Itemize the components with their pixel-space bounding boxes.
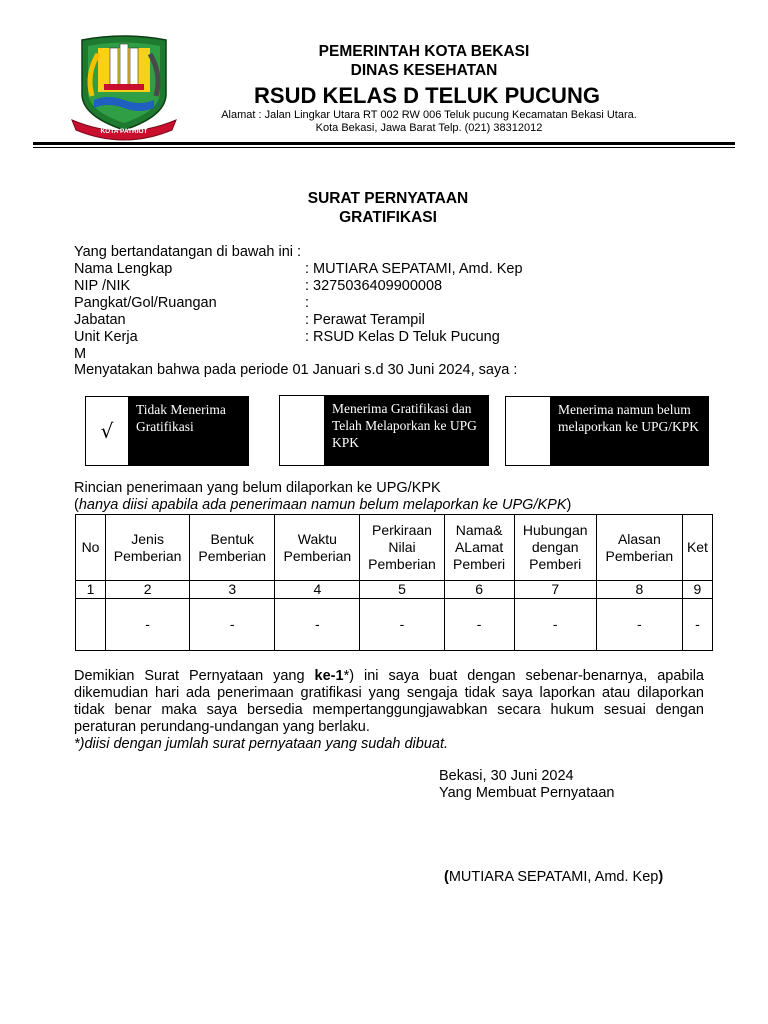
field-value-unit: : RSUD Kelas D Teluk Pucung — [305, 329, 500, 345]
field-label-rank: Pangkat/Gol/Ruangan — [74, 295, 217, 311]
header-cell-ket: Ket — [682, 515, 712, 581]
number-cell: 3 — [190, 581, 275, 599]
field-label-name: Nama Lengkap — [74, 261, 173, 277]
header-cell-jenis: Jenis Pemberian — [106, 515, 190, 581]
signature-name-text: MUTIARA SEPATAMI, Amd. Kep — [448, 869, 659, 885]
rincian-note-italic: hanya diisi apabila ada penerimaan namun belum melaporkan ke UPG/KPK — [78, 497, 567, 513]
header-divider — [33, 142, 735, 145]
signature-place-date: Bekasi, 30 Juni 2024 — [439, 768, 574, 784]
table-row — [76, 599, 713, 651]
header-address-line1: Alamat : Jalan Lingkar Utara RT 002 RW 006 Teluk pucung Kecamatan Bekasi Utara. — [221, 109, 637, 121]
number-cell: 2 — [106, 581, 190, 599]
header-divider-thin — [33, 147, 735, 148]
header-department: DINAS KESEHATAN — [350, 62, 498, 79]
data-cell — [76, 599, 106, 651]
rincian-note-open-paren: ( — [74, 497, 79, 513]
field-value-rank: : — [305, 295, 310, 311]
field-label-position: Jabatan — [74, 312, 126, 328]
data-cell: - — [360, 599, 444, 651]
number-cell: 9 — [682, 581, 712, 599]
number-cell: 1 — [76, 581, 106, 599]
closing-text-rest: *) ini saya buat dengan sebenar-benarnya, apabila dikemudian hari ada penerimaan gratifikasi yang sengaja tidak saya laporkan atau dilaporkan tidak benar maka saya bersedia mempertanggungjawabkan secara hukum sesuai dengan peraturan perundang-undangan yang berlaku. — [74, 668, 704, 735]
rincian-note-close-paren: ) — [566, 497, 572, 513]
data-cell: - — [514, 599, 596, 651]
header-address-line2: Kota Bekasi, Jawa Barat Telp. (021) 38312012 — [315, 122, 543, 134]
signature-open-paren: ( — [444, 869, 449, 885]
option-label-not-received: Tidak Menerima Gratifikasi — [128, 397, 248, 465]
number-cell: 4 — [275, 581, 360, 599]
header-hospital-name: RSUD KELAS D TELUK PUCUNG — [254, 83, 600, 108]
data-cell: - — [682, 599, 712, 651]
header-cell-waktu: Waktu Pemberian — [275, 515, 360, 581]
number-cell: 8 — [596, 581, 682, 599]
option-received-reported[interactable] — [279, 395, 489, 466]
header-cell-nama: Nama& ALamat Pemberi — [444, 515, 514, 581]
table-number-row — [76, 581, 713, 599]
data-cell: - — [106, 599, 190, 651]
closing-paragraph — [74, 668, 704, 736]
stray-letter: M — [74, 346, 87, 362]
closing-footnote: *)diisi dengan jumlah surat pernyataan yang sudah dibuat. — [74, 736, 449, 752]
document-subtitle: GRATIFIKASI — [339, 209, 437, 226]
data-cell: - — [444, 599, 514, 651]
closing-text-start: Demikian Surat Pernyataan yang — [74, 668, 315, 684]
signature-role: Yang Membuat Pernyataan — [439, 785, 615, 801]
option-not-received[interactable] — [85, 396, 249, 466]
number-cell: 5 — [360, 581, 444, 599]
rincian-title: Rincian penerimaan yang belum dilaporkan ke UPG/KPK — [74, 480, 441, 496]
option-checkmark: √ — [100, 419, 114, 443]
option-label-received-not-reported: Menerima namun belum melaporkan ke UPG/KPK — [550, 397, 708, 465]
number-cell: 7 — [514, 581, 596, 599]
intro-text: Yang bertandatangan di bawah ini : — [74, 244, 302, 260]
rincian-note — [74, 497, 571, 514]
signature-name — [444, 869, 663, 886]
header-cell-no: No — [76, 515, 106, 581]
field-value-name: : MUTIARA SEPATAMI, Amd. Kep — [305, 261, 523, 277]
field-value-position: : Perawat Terampil — [305, 312, 425, 328]
option-label-received-reported: Menerima Gratifikasi dan Telah Melaporkan ke UPG KPK — [324, 396, 488, 465]
statement-text: Menyatakan bahwa pada periode 01 Januari s.d 30 Juni 2024, saya : — [74, 362, 518, 378]
header-government: PEMERINTAH KOTA BEKASI — [318, 43, 530, 60]
table-header-row — [76, 515, 713, 581]
option-received-not-reported[interactable] — [505, 396, 709, 466]
document-title: SURAT PERNYATAAN — [307, 190, 469, 207]
field-value-nip: : 3275036409900008 — [305, 278, 443, 294]
logo-ribbon-text: KOTA PATRIOT — [100, 128, 148, 135]
gratification-table — [75, 514, 713, 651]
header-cell-bentuk: Bentuk Pemberian — [190, 515, 275, 581]
number-cell: 6 — [444, 581, 514, 599]
data-cell: - — [596, 599, 682, 651]
signature-close-paren: ) — [658, 869, 664, 885]
field-label-nip: NIP /NIK — [74, 278, 131, 294]
header-cell-alasan: Alasan Pemberian — [596, 515, 682, 581]
kota-bekasi-emblem-logo — [68, 34, 180, 142]
field-label-unit: Unit Kerja — [74, 329, 138, 345]
data-cell: - — [190, 599, 275, 651]
header-cell-hubungan: Hubungan dengan Pemberi — [514, 515, 596, 581]
data-cell: - — [275, 599, 360, 651]
closing-count-bold: ke-1 — [314, 668, 344, 684]
header-cell-nilai: Perkiraan Nilai Pemberian — [360, 515, 444, 581]
